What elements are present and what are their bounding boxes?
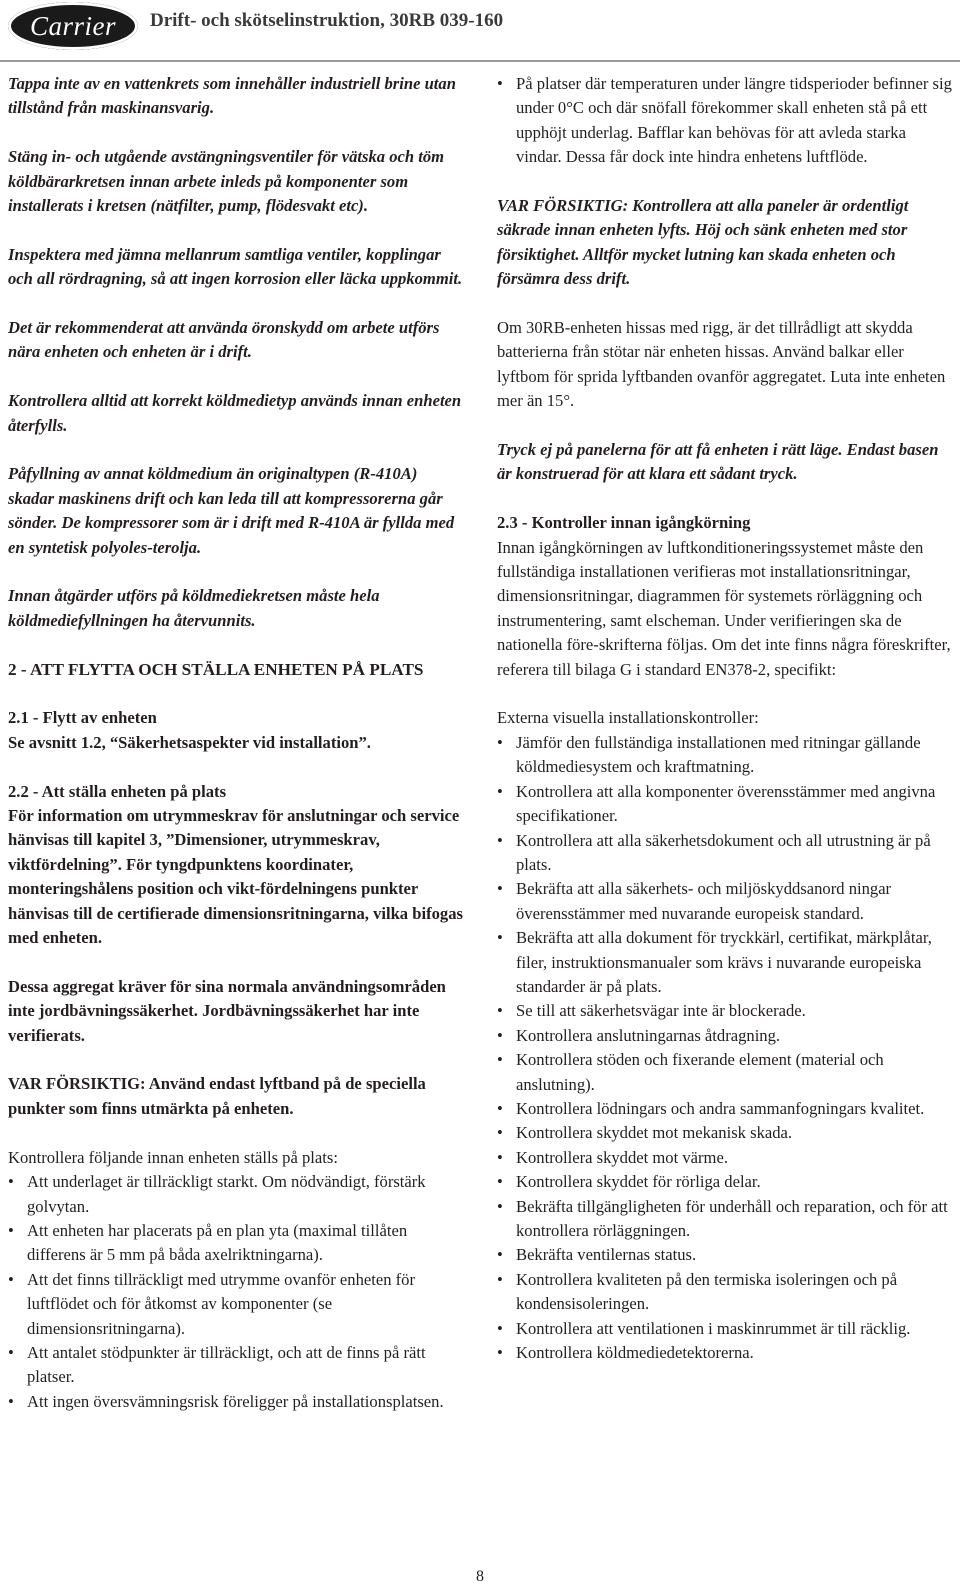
list-intro: Kontrollera följande innan enheten ställs på plats: xyxy=(8,1147,338,1167)
list-item: • Bekräfta att alla säkerhets- och miljöskyddsanord ningar överensstämmer med nuvarande europeisk standard. xyxy=(497,877,952,926)
paragraph: Om 30RB-enheten hissas med rigg, är det tillrådligt att skydda batterierna från stötar när enheten hissas. Använd balkar eller lyftbom för sprida lyftbanden ovanför aggregatet. Luta inte enheten mer än 15°. xyxy=(497,318,946,411)
paragraph: Innan igångkörningen av luftkonditioneringssystemet måste den fullständiga installationen verifieras mot installationsritningar, dimensionsritningar, diagrammen för systemets rörläggning och instrumentering, samt elscheman. Under verifieringen ska de nationella före-skrifterna följas. Om det inte finns några föreskrifter, referera till bilaga G i standard EN378-2, specifikt: xyxy=(497,537,951,679)
paragraph: Dessa aggregat kräver för sina normala användningsområden inte jordbävningssäkerhet. Jordbävningssäkerhet har inte verifierats. xyxy=(8,976,446,1045)
header-rule xyxy=(0,60,960,62)
left-column xyxy=(8,72,463,1439)
caution-note: VAR FÖRSIKTIG: Använd endast lyftband på de speciella punkter som finns utmärkta på enheten. xyxy=(8,1074,426,1118)
list-item: • Kontrollera anslutningarnas åtdragning. xyxy=(497,1024,952,1048)
paragraph: Tryck ej på panelerna för att få enheten i rätt läge. Endast basen är konstruerad för att klara ett sådant tryck. xyxy=(497,440,939,484)
paragraph: För information om utrymmeskrav för anslutningar och service hänvisas till kapitel 3, ”Dimensioner, utrymmeskrav, viktfördelning”. För tyngdpunktens koordinater, monteringshålens position och vikt-fördelningens punkter hänvisas till de certifierade dimensionsritningarna, vilka bifogas med enheten. xyxy=(8,806,463,948)
paragraph: Innan åtgärder utförs på köldmediekretsen måste hela köldmediefyllningen ha återvunnits. xyxy=(8,586,380,630)
page-number: 8 xyxy=(476,1568,484,1585)
paragraph: Påfyllning av annat köldmedium än originaltypen (R-410A) skadar maskinens drift och kan leda till att kompressorerna går sönder. De kompressorer som är i drift med R-410A är fyllda med en syntetisk polyoles-terolja. xyxy=(8,464,455,557)
list-intro: Externa visuella installationskontroller: xyxy=(497,708,759,728)
caution-note: VAR FÖRSIKTIG: Kontrollera att alla paneler är ordentligt säkrade innan enheten lyfts. Höj och sänk enheten med stor försiktighet. Alltför mycket lutning kan skada enheten och försämra dess drift. xyxy=(497,196,909,289)
list-item: • Kontrollera köldmediedetektorerna. xyxy=(497,1341,952,1365)
list-item: • Jämför den fullständiga installationen med ritningar gällande köldmediesystem och kraftmatning. xyxy=(497,731,952,780)
list-item: • Se till att säkerhetsvägar inte är blockerade. xyxy=(497,999,952,1023)
paragraph: Kontrollera alltid att korrekt köldmedietyp används innan enheten återfylls. xyxy=(8,391,462,435)
page-header xyxy=(0,0,960,52)
list-item: • Kontrollera att alla säkerhetsdokument och all utrustning är på plats. xyxy=(497,829,952,878)
list-item: • Kontrollera skyddet mot värme. xyxy=(497,1146,952,1170)
subsection-heading: 2.2 - Att ställa enheten på plats xyxy=(8,781,227,801)
list-item: • Kontrollera kvaliteten på den termiska isoleringen och på kondensisoleringen. xyxy=(497,1268,952,1317)
list-item: • Att ingen översvämningsrisk föreligger på installationsplatsen. xyxy=(8,1390,463,1414)
right-column xyxy=(497,72,952,1365)
list-item: • Kontrollera att ventilationen i maskinrummet är till räcklig. xyxy=(497,1317,952,1341)
list-item: • Att enheten har placerats på en plan yta (maximal tillåten differens är 5 mm på båda axelriktningarna). xyxy=(8,1219,463,1268)
list-item: • Bekräfta ventilernas status. xyxy=(497,1243,952,1267)
list-item: • Bekräfta att alla dokument för tryckkärl, certifikat, märkplåtar, filer, instruktionsmanualer som krävs i nuvarande europeiska standarder är på plats. xyxy=(497,926,952,999)
list-item: • Att antalet stödpunkter är tillräckligt, och att de finns på rätt platser. xyxy=(8,1341,463,1390)
bullet-list xyxy=(497,72,952,170)
subsection-heading: 2.1 - Flytt av enheten xyxy=(8,708,157,728)
list-item: • Kontrollera stöden och fixerande element (material och anslutning). xyxy=(497,1048,952,1097)
section-heading: 2 - ATT FLYTTA OCH STÄLLA ENHETEN PÅ PLATS xyxy=(8,659,424,679)
paragraph: Det är rekommenderat att använda öronskydd om arbete utförs nära enheten och enheten är i drift. xyxy=(8,318,440,362)
paragraph: Se avsnitt 1.2, “Säkerhetsaspekter vid installation”. xyxy=(8,732,371,752)
list-item: • Kontrollera skyddet för rörliga delar. xyxy=(497,1170,952,1194)
list-item: • Kontrollera att alla komponenter överensstämmer med angivna specifikationer. xyxy=(497,780,952,829)
paragraph: Stäng in- och utgående avstängningsventiler för vätska och töm köldbärarkretsen innan arbete inleds på komponenter som installerats i kretsen (nätfilter, pump, flödesvakt etc). xyxy=(8,147,445,216)
document-title: Drift- och skötselinstruktion, 30RB 039-160 xyxy=(150,10,504,31)
checklist xyxy=(8,1170,463,1414)
list-item: • Att underlaget är tillräckligt starkt. Om nödvändigt, förstärk golvytan. xyxy=(8,1170,463,1219)
carrier-logo: Carrier xyxy=(8,2,138,50)
subsection-heading: 2.3 - Kontroller innan igångkörning xyxy=(497,513,751,533)
list-item: • Kontrollera lödningars och andra sammanfogningars kvalitet. xyxy=(497,1097,952,1121)
paragraph: Tappa inte av en vattenkrets som innehåller industriell brine utan tillstånd från maskinansvarig. xyxy=(8,74,456,118)
paragraph: Inspektera med jämna mellanrum samtliga ventiler, kopplingar och all rördragning, så att ingen korrosion eller läcka uppkommit. xyxy=(8,244,463,289)
checklist xyxy=(497,731,952,1366)
list-item: • Bekräfta tillgängligheten för underhåll och reparation, och för att kontrollera rörläggningen. xyxy=(497,1195,952,1244)
list-item: • På platser där temperaturen under längre tidsperioder befinner sig under 0°C och där snöfall förekommer skall enheten stå på ett upphöjt underlag. Bafflar kan behövas för att avleda starka vindar. Dessa får dock inte hindra enhetens luftflöde. xyxy=(497,72,952,170)
list-item: • Kontrollera skyddet mot mekanisk skada. xyxy=(497,1121,952,1145)
list-item: • Att det finns tillräckligt med utrymme ovanför enheten för luftflödet och för åtkomst av komponenter (se dimensionsritningarna). xyxy=(8,1268,463,1341)
